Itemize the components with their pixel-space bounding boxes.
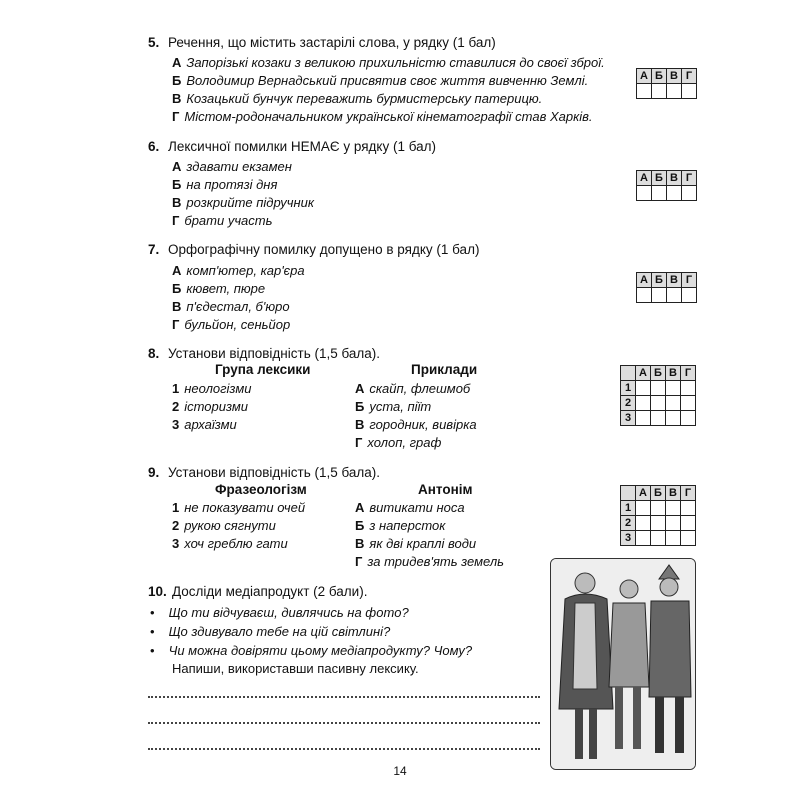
q7-option-d: Г бульйон, сеньйор bbox=[172, 317, 291, 332]
q9-right-b: Б з наперсток bbox=[355, 518, 446, 533]
answer-cell[interactable] bbox=[652, 84, 667, 99]
answer-cell[interactable] bbox=[637, 84, 652, 99]
answer-cell[interactable] bbox=[666, 381, 681, 396]
q8-left-2: 2 історизми bbox=[172, 399, 249, 414]
answer-cell[interactable] bbox=[637, 186, 652, 201]
q10-instruction: Напиши, використавши пасивну лексику. bbox=[172, 661, 419, 676]
answer-cell[interactable] bbox=[651, 411, 666, 426]
answer-cell[interactable] bbox=[682, 288, 697, 303]
q8-right-a: А скайп, флешмоб bbox=[355, 381, 471, 396]
answer-cell[interactable] bbox=[636, 411, 651, 426]
answer-cell[interactable] bbox=[682, 84, 697, 99]
q9-prompt: 9. Установи відповідність (1,5 бала). bbox=[148, 465, 381, 480]
answer-cell[interactable] bbox=[636, 516, 651, 531]
q7-option-a: А комп'ютер, кар'єра bbox=[172, 263, 305, 278]
q7-option-b: Б кювет, пюре bbox=[172, 281, 266, 296]
answer-cell[interactable] bbox=[666, 516, 681, 531]
bullet-icon: • bbox=[150, 643, 155, 658]
answer-cell[interactable] bbox=[636, 531, 651, 546]
answer-cell[interactable] bbox=[667, 186, 682, 201]
answer-cell[interactable] bbox=[667, 84, 682, 99]
answer-line-3[interactable] bbox=[148, 748, 540, 750]
answer-cell[interactable] bbox=[637, 288, 652, 303]
answer-cell[interactable] bbox=[636, 396, 651, 411]
q6-option-a: А здавати екзамен bbox=[172, 159, 292, 174]
q9-right-heading: Антонім bbox=[418, 482, 473, 497]
q9-right-d: Г за тридев'ять земель bbox=[355, 554, 505, 569]
answer-cell[interactable] bbox=[666, 396, 681, 411]
q7-prompt: 7. Орфографічну помилку допущено в рядку (1 бал) bbox=[148, 242, 480, 257]
q10-bullet-3: • Чи можна довіряти цьому медіапродукту? Чому? bbox=[150, 643, 473, 658]
q5-option-a: А Запорізькі козаки з великою прихильністю ставилися до своєї зброї. bbox=[172, 55, 605, 70]
q9-left-heading: Фразеологізм bbox=[215, 482, 307, 497]
q7-answer-grid: А Б В Г bbox=[636, 272, 697, 303]
q10-bullet-2: • Що здивувало тебе на цій світлині? bbox=[150, 624, 391, 639]
answer-cell[interactable] bbox=[651, 381, 666, 396]
answer-cell[interactable] bbox=[652, 288, 667, 303]
answer-cell[interactable] bbox=[681, 501, 696, 516]
bullet-icon: • bbox=[150, 624, 155, 639]
q6-option-b: Б на протязі дня bbox=[172, 177, 278, 192]
q10-bullet-1: • Що ти відчуваєш, дивлячись на фото? bbox=[150, 605, 409, 620]
q7-option-c: В п'єдестал, б'юро bbox=[172, 299, 290, 314]
q6-answer-grid: А Б В Г bbox=[636, 170, 697, 201]
q5-option-c: В Козацький бунчук переважить бурмистерську патерицю. bbox=[172, 91, 543, 106]
page-number: 14 bbox=[393, 764, 407, 778]
q5-prompt: 5. Речення, що містить застарілі слова, у рядку (1 бал) bbox=[148, 35, 496, 50]
answer-cell[interactable] bbox=[666, 531, 681, 546]
q5-answer-grid: А Б В Г bbox=[636, 68, 697, 99]
answer-cell[interactable] bbox=[682, 186, 697, 201]
q9-right-a: А витикати носа bbox=[355, 500, 465, 515]
answer-cell[interactable] bbox=[651, 501, 666, 516]
q8-right-c: В городник, вивірка bbox=[355, 417, 477, 432]
answer-cell[interactable] bbox=[651, 396, 666, 411]
q6-option-d: Г брати участь bbox=[172, 213, 273, 228]
q8-left-3: 3 архаїзми bbox=[172, 417, 237, 432]
q9-right-c: В як дві краплі води bbox=[355, 536, 477, 551]
q5-option-d: Г Містом-родоначальником української кінематографії став Харків. bbox=[172, 109, 593, 124]
q6-option-c: В розкрийте підручник bbox=[172, 195, 315, 210]
answer-cell[interactable] bbox=[681, 516, 696, 531]
answer-cell[interactable] bbox=[681, 381, 696, 396]
answer-line-1[interactable] bbox=[148, 696, 540, 698]
q8-answer-grid: А Б В Г 1 2 3 bbox=[620, 365, 696, 426]
warriors-illustration bbox=[551, 559, 695, 769]
answer-cell[interactable] bbox=[636, 381, 651, 396]
q8-right-heading: Приклади bbox=[411, 362, 478, 377]
q8-left-heading: Група лексики bbox=[215, 362, 311, 377]
q6-prompt: 6. Лексичної помилки НЕМАЄ у рядку (1 бал) bbox=[148, 139, 437, 154]
answer-cell[interactable] bbox=[636, 501, 651, 516]
warriors-photo bbox=[550, 558, 696, 770]
answer-cell[interactable] bbox=[666, 411, 681, 426]
q8-prompt: 8. Установи відповідність (1,5 бала). bbox=[148, 346, 381, 361]
q5-option-b: Б Володимир Вернадський присвятив своє життя вивченню Землі. bbox=[172, 73, 589, 88]
q9-left-1: 1 не показувати очей bbox=[172, 500, 306, 515]
q8-right-b: Б уста, піїт bbox=[355, 399, 432, 414]
bullet-icon: • bbox=[150, 605, 155, 620]
answer-cell[interactable] bbox=[681, 396, 696, 411]
answer-cell[interactable] bbox=[652, 186, 667, 201]
answer-cell[interactable] bbox=[667, 288, 682, 303]
answer-line-2[interactable] bbox=[148, 722, 540, 724]
q9-left-3: 3 хоч греблю гати bbox=[172, 536, 288, 551]
q9-left-2: 2 рукою сягнути bbox=[172, 518, 276, 533]
answer-cell[interactable] bbox=[681, 531, 696, 546]
q8-left-1: 1 неологізми bbox=[172, 381, 252, 396]
q10-prompt: 10. Досліди медіапродукт (2 бали). bbox=[148, 584, 368, 599]
answer-cell[interactable] bbox=[651, 531, 666, 546]
answer-cell[interactable] bbox=[651, 516, 666, 531]
answer-cell[interactable] bbox=[681, 411, 696, 426]
q9-answer-grid: А Б В Г 1 2 3 bbox=[620, 485, 696, 546]
q8-right-d: Г холоп, граф bbox=[355, 435, 442, 450]
answer-cell[interactable] bbox=[666, 501, 681, 516]
